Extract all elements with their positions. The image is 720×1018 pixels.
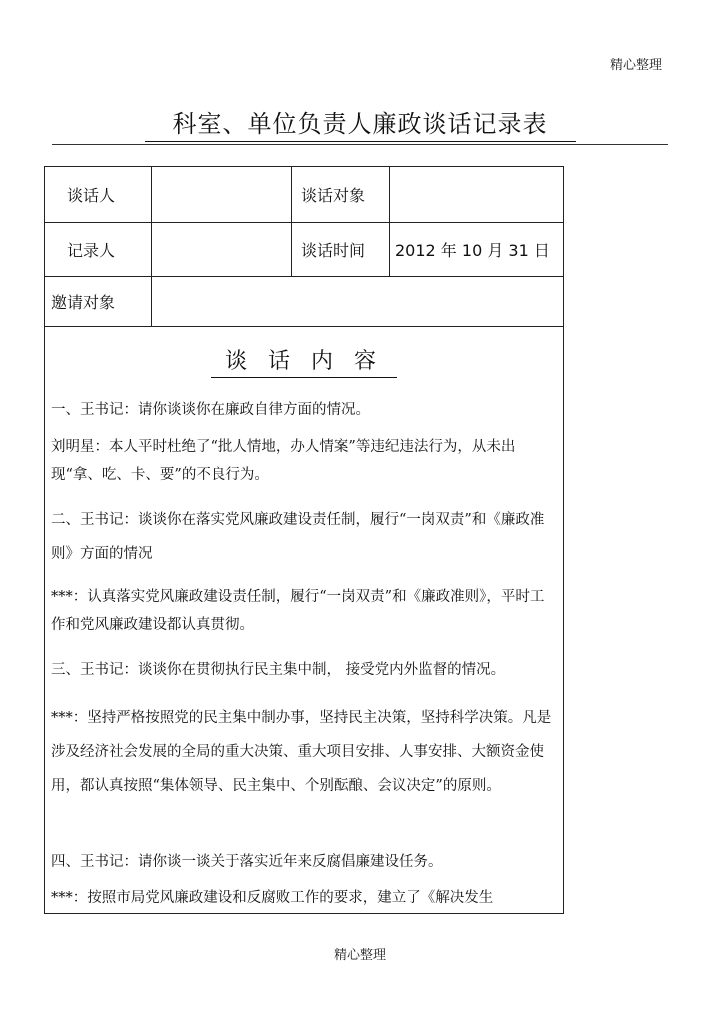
form-row-invitee bbox=[45, 277, 563, 327]
content-title: 谈话内容 bbox=[211, 347, 397, 378]
time-value[interactable]: 2012 年 10 月 31 日 bbox=[395, 241, 550, 260]
header-note: 精心整理 bbox=[609, 58, 662, 73]
content-title-wrap bbox=[45, 347, 563, 378]
recorder-label: 记录人 bbox=[67, 241, 116, 260]
footer-note: 精心整理 bbox=[333, 948, 386, 963]
invitee-label: 邀请对象 bbox=[51, 293, 116, 312]
paragraph-5: 三、王书记：谈谈你在贯彻执行民主集中制， 接受党内外监督的情况。 bbox=[51, 662, 506, 678]
paragraph-2: 刘明星：本人平时杜绝了“批人情地，办人情案”等违纪违法行为，从未出现“拿、吃、卡、要”的不良行为。 bbox=[51, 439, 516, 483]
interviewer-label: 谈话人 bbox=[67, 186, 116, 205]
paragraph-8: ***：按照市局党风廉政建设和反腐败工作的要求，建立了《解决发生 bbox=[51, 890, 494, 906]
paragraph-1: 一、王书记：请你谈谈你在廉政自律方面的情况。 bbox=[51, 402, 370, 418]
interviewee-label: 谈话对象 bbox=[301, 186, 366, 205]
form-row-interviewer bbox=[45, 167, 563, 223]
page-title: 科室、单位负责人廉政谈话记录表 bbox=[145, 104, 576, 142]
interviewer-value[interactable] bbox=[151, 167, 291, 222]
paragraph-4: ***：认真落实党风廉政建设责任制，履行“一岗双责”和《廉政准则》，平时工作和党风廉政建设都认真贯彻。 bbox=[51, 589, 545, 633]
invitee-value[interactable] bbox=[151, 277, 563, 326]
recorder-value[interactable] bbox=[151, 223, 291, 276]
title-divider bbox=[52, 144, 668, 145]
time-label: 谈话时间 bbox=[301, 241, 366, 260]
interviewee-value[interactable] bbox=[389, 167, 563, 222]
paragraph-3: 二、王书记：谈谈你在落实党风廉政建设责任制，履行“一岗双责”和《廉政准则》方面的情况 bbox=[51, 512, 545, 562]
title-area bbox=[0, 104, 720, 142]
content-section bbox=[45, 327, 563, 913]
record-form bbox=[44, 166, 564, 914]
paragraph-7: 四、王书记：请你谈一谈关于落实近年来反腐倡廉建设任务。 bbox=[51, 854, 443, 870]
paragraph-6: ***：坚持严格按照党的民主集中制办事，坚持民主决策，坚持科学决策。凡是涉及经济社会发展的全局的重大决策、重大项目安排、人事安排、大额资金使用，都认真按照“集体领导、民主集中、个别酝酿、会议决定”的原则。 bbox=[51, 710, 552, 794]
form-row-recorder bbox=[45, 223, 563, 277]
